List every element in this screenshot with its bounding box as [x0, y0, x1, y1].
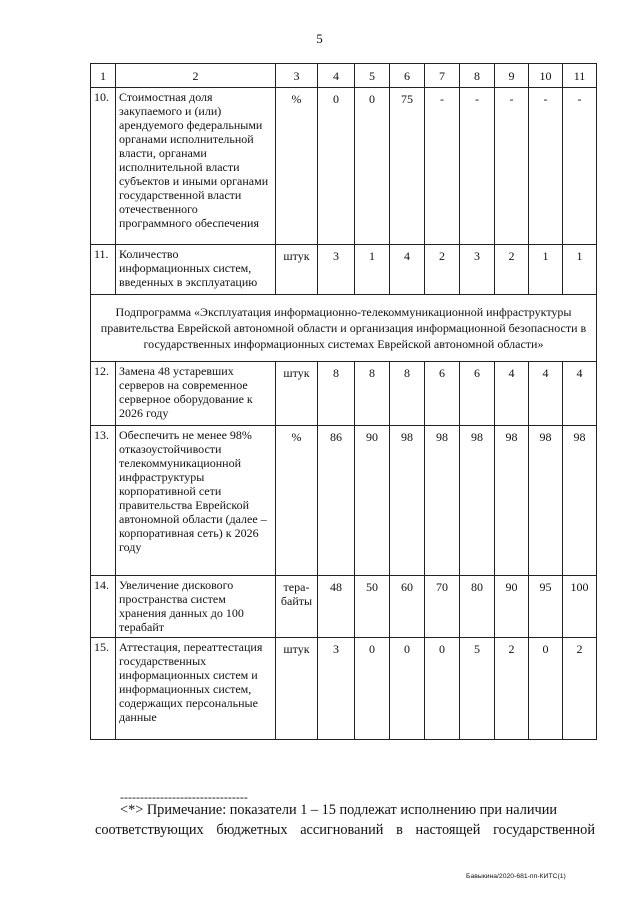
column-header: 6 [390, 64, 425, 88]
table-row [91, 638, 597, 740]
value-cell: 1 [529, 245, 563, 295]
column-header: 4 [318, 64, 355, 88]
column-header: 3 [276, 64, 318, 88]
value-cell: 98 [460, 426, 495, 576]
row-number: 11. [91, 245, 116, 295]
note-line-2: соответствующих бюджетных ассигнований в настоящей государственной [95, 822, 595, 838]
value-cell: 6 [425, 362, 460, 426]
table-header-row [91, 64, 597, 88]
value-cell: 6 [460, 362, 495, 426]
value-cell: 3 [318, 245, 355, 295]
column-header: 1 [91, 64, 116, 88]
value-cell: 1 [355, 245, 390, 295]
value-cell: 98 [529, 426, 563, 576]
table-row [91, 88, 597, 245]
table-row [91, 362, 597, 426]
table-row [91, 576, 597, 638]
value-cell: 98 [425, 426, 460, 576]
value-cell: 100 [563, 576, 597, 638]
unit-cell: штук [276, 638, 318, 740]
value-cell: 80 [460, 576, 495, 638]
unit-cell: % [276, 426, 318, 576]
column-header: 8 [460, 64, 495, 88]
indicator-name: Количество информационных систем, введенных в эксплуатацию [116, 245, 276, 295]
page-number: 5 [316, 31, 323, 46]
row-number: 15. [91, 638, 116, 740]
table-row [91, 426, 597, 576]
column-header: 7 [425, 64, 460, 88]
value-cell: 98 [495, 426, 529, 576]
column-header: 11 [563, 64, 597, 88]
value-cell: 2 [563, 638, 597, 740]
indicators-table [90, 63, 597, 740]
column-header: 5 [355, 64, 390, 88]
unit-cell: тера-байты [276, 576, 318, 638]
subprogram-row [91, 295, 597, 362]
row-number: 10. [91, 88, 116, 245]
value-cell: 1 [563, 245, 597, 295]
unit-cell: % [276, 88, 318, 245]
value-cell: 4 [563, 362, 597, 426]
value-cell: 60 [390, 576, 425, 638]
indicator-name: Обеспечить не менее 98% отказоустойчивости телекоммуникационной инфраструктуры корпоративной сети правительства Еврейской автономной области (далее – корпоративная сеть) к 2026 году [116, 426, 276, 576]
value-cell: 0 [355, 638, 390, 740]
note-line-1: <*> Примечание: показатели 1 – 15 подлежат исполнению при наличии [120, 802, 558, 818]
value-cell: 0 [425, 638, 460, 740]
value-cell: 90 [355, 426, 390, 576]
value-cell: 98 [390, 426, 425, 576]
indicator-name: Замена 48 устаревших серверов на современное серверное оборудование к 2026 году [116, 362, 276, 426]
value-cell: 4 [390, 245, 425, 295]
value-cell: - [425, 88, 460, 245]
indicator-name: Стоимостная доля закупаемого и (или) арендуемого федеральными органами исполнительной власти, органами исполнительной власти субъектов и иными органами государственной власти отечественного программного обеспечения [116, 88, 276, 245]
value-cell: 8 [355, 362, 390, 426]
value-cell: 5 [460, 638, 495, 740]
value-cell: 2 [495, 638, 529, 740]
value-cell: 0 [355, 88, 390, 245]
value-cell: 0 [390, 638, 425, 740]
value-cell: 86 [318, 426, 355, 576]
document-stamp: Бавыкина/2020-681-пп-КИТС(1) [466, 873, 566, 880]
value-cell: 8 [390, 362, 425, 426]
value-cell: 0 [318, 88, 355, 245]
value-cell: 98 [563, 426, 597, 576]
subprogram-title: Подпрограмма «Эксплуатация информационно-телекоммуникационной инфраструктуры правительства Еврейской автономной области и организация информационной безопасности в государственных информационных системах Еврейской автономной области» [91, 295, 597, 362]
indicator-name: Увеличение дискового пространства систем хранения данных до 100 терабайт [116, 576, 276, 638]
indicator-name: Аттестация, переаттестация государственных информационных систем и информационных систем, содержащих персональные данные [116, 638, 276, 740]
value-cell: 75 [390, 88, 425, 245]
table-row [91, 245, 597, 295]
value-cell: 90 [495, 576, 529, 638]
value-cell: - [460, 88, 495, 245]
value-cell: 0 [529, 638, 563, 740]
column-header: 2 [116, 64, 276, 88]
value-cell: 4 [529, 362, 563, 426]
value-cell: 2 [495, 245, 529, 295]
value-cell: 4 [495, 362, 529, 426]
value-cell: 70 [425, 576, 460, 638]
row-number: 13. [91, 426, 116, 576]
unit-cell: штук [276, 362, 318, 426]
footnote-separator: -------------------------------- [120, 790, 248, 804]
value-cell: 3 [318, 638, 355, 740]
value-cell: 95 [529, 576, 563, 638]
value-cell: - [563, 88, 597, 245]
row-number: 14. [91, 576, 116, 638]
table-body [91, 64, 597, 740]
unit-cell: штук [276, 245, 318, 295]
value-cell: 8 [318, 362, 355, 426]
value-cell: 50 [355, 576, 390, 638]
value-cell: 2 [425, 245, 460, 295]
column-header: 9 [495, 64, 529, 88]
value-cell: 3 [460, 245, 495, 295]
value-cell: - [495, 88, 529, 245]
column-header: 10 [529, 64, 563, 88]
value-cell: - [529, 88, 563, 245]
value-cell: 48 [318, 576, 355, 638]
row-number: 12. [91, 362, 116, 426]
